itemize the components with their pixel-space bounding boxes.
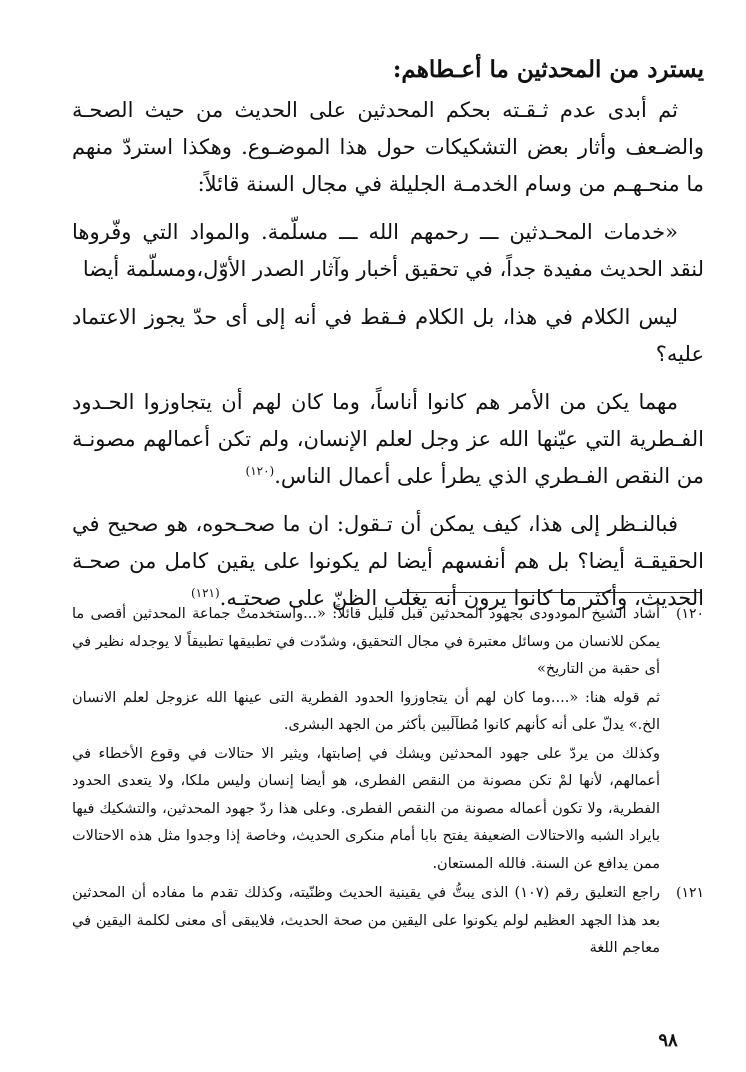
quoted-paragraph: «خدمات المحـدثين ـــ رحمهم الله ـــ مسلّمة. والمواد التي وفّروها لنقد الحديث مفيدة جداً، في تحقيق أخبار وآثار الصدر الأوّل،ومسلّمة أيضا xyxy=(72,220,704,281)
section-heading: يسترد من المحدثين ما أعـطاهم: xyxy=(392,56,704,83)
footnote-ref-121: (١٢١) xyxy=(190,586,220,600)
footnote-ref-120: (١٢٠) xyxy=(245,464,275,478)
footnote-paragraph: راجع التعليق رقم (١٠٧) الذى يبتُّ في يقينية الحديث وظنّيته، وكذلك تقدم ما مفاده أن المحدثين بعد هذا الجهد العظيم لولم يكونوا على اليقين من صحة الحديث، فلايبقى أى معنى لكلمة اليقين في معاجم اللغة xyxy=(72,885,660,956)
body-paragraph-1: ثم أبدى عدم ثـقـته بحكم المحدثين على الحديث من حيث الصحـة والضـعف وأثار بعض التشكيكات حول هذا الموضـوع. وهكذا استردّ منهم ما منحـهـم من وسام الخدمـة الجليلة في مجال السنة قائلاً: xyxy=(72,98,704,196)
body-paragraph-3-text: مهما يكن من الأمر هم كانوا أناساً، وما كان لهم أن يتجاوزوا الحـدود الفـطرية التي عيّنها الله عز وجل لعلم الإنسان، ولم تكن أعمالهم مصونـة من النقص الفـطري الذي يطرأ على أعمال الناس. xyxy=(72,390,704,488)
footnote-number: ١٢٠) xyxy=(675,606,704,622)
footnote-120 xyxy=(72,601,704,878)
main-text xyxy=(72,52,704,628)
footnote-121 xyxy=(72,880,704,963)
page-number: ٩٨ xyxy=(658,1030,678,1051)
body-paragraph-3 xyxy=(72,384,704,495)
footnote-paragraph: أشاد الشيخ المودودى بجهود المحدثين قبل قليل قائلاً: «...واستخدمتْ جماعة المحدثين أقصى ما يمكن للانسان من وسائل معتبرة في مجال التحقيق، وشدّدت في تطبيقها تطبيقاً لا يوجدله نظير في أى حقبة من التاريخ» xyxy=(72,606,660,677)
footnote-divider xyxy=(402,592,702,593)
footnotes xyxy=(72,601,704,965)
footnote-paragraph: ثم قوله هنا: «....وما كان لهم أن يتجاوزوا الحدود الفطرية التى عينها الله عزوجل لعلم الانسان الخ.» يدلّ على أنه كأنهم كانوا مُطاَلَبين بأكثر من الجهد البشرى. xyxy=(72,689,660,733)
body-paragraph-4-text: فبالنـظر إلى هذا، كيف يمكن أن تـقول: ان ما صحـحوه، هو صحيح في الحقيقـة أيضا؟ بل هم أنفسهم أيضا لم يكونوا على يقين كامل من صحـة الحديث، وأكثر ما كانوا يرون أنه يغلب الظنّ على صحتـه. xyxy=(72,512,704,610)
footnote-paragraph: وكذلك من يردّ على جهود المحدثين ويشك في إصابتها، ويثير الا حتالات في وقوع الأخطاء في أعمالهم، لأنها لمْ تكن مصونة من النقص الفطرى، هو أيضا إنسان وليس ملكا، ولا يتعدى الحدود الفطرية، ولا تكون أعماله مصونة من النقص الفطرى. وعلى هذا ردّ جهود المحدثين، والتشكيك فيها بايراد الشبه والاحتالات الضعيفة يفتح بابا أمام منكرى الحديث، وخاصة إذا وجدوا مثل هذه الاحتالات ممن يدافع عن السنة. فالله المستعان. xyxy=(72,745,660,872)
footnote-number: ١٢١) xyxy=(675,885,704,901)
body-paragraph-2: ليس الكلام في هذا، بل الكلام فـقط في أنه إلى أى حدّ يجوز الاعتماد عليه؟ xyxy=(72,305,704,366)
